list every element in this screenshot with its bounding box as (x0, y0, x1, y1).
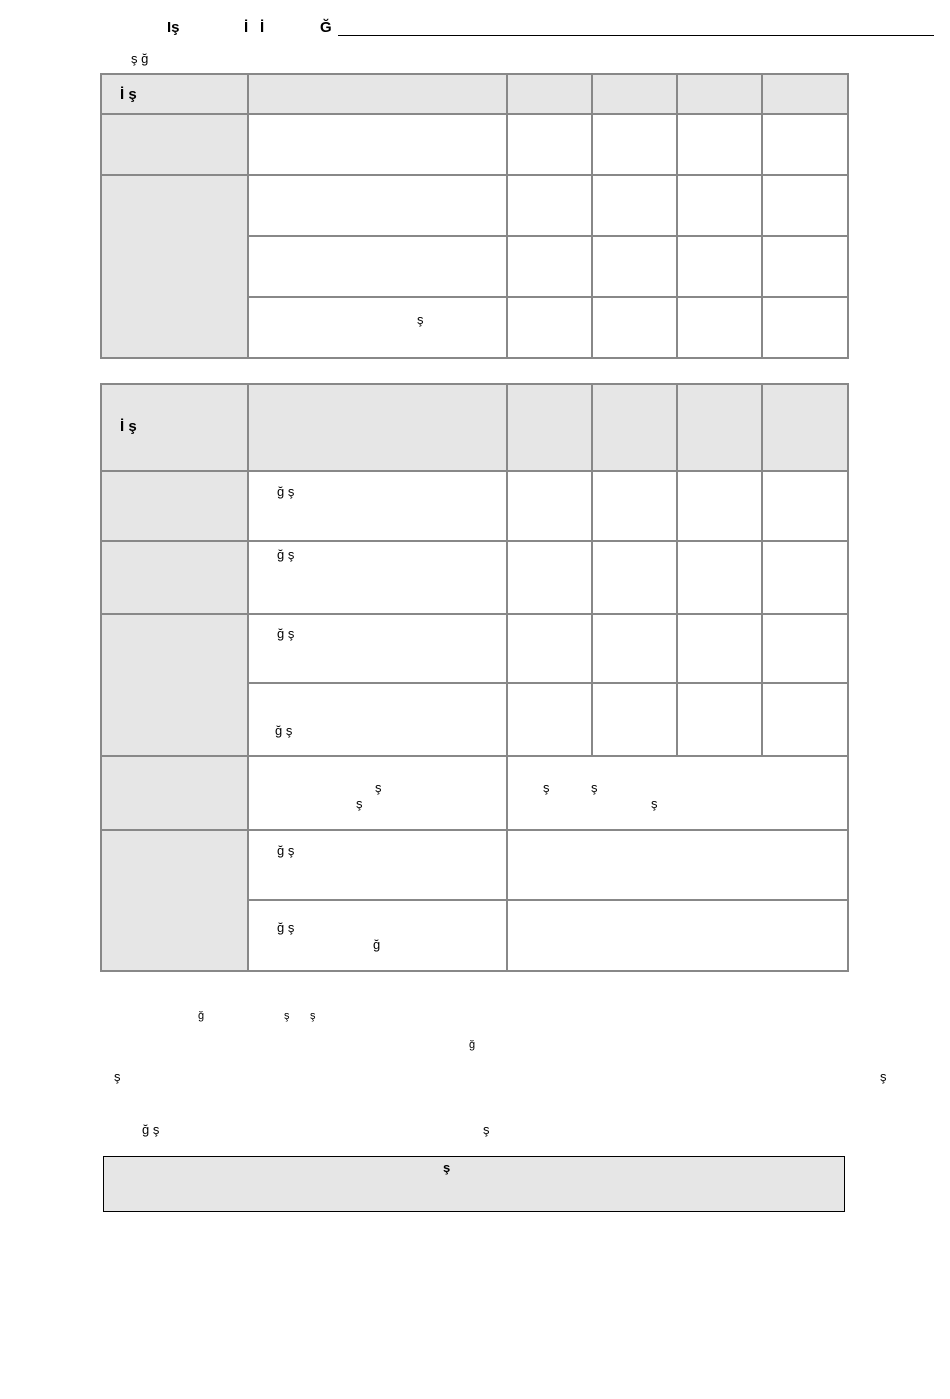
table2-header-cell (676, 383, 763, 472)
title-part-1: Iş (167, 19, 180, 36)
table1-group-cell (100, 174, 249, 359)
table2-row-text: ğ ş (277, 920, 295, 935)
name-underline (338, 35, 934, 36)
table1-header-cell (676, 73, 763, 115)
page-subtitle: ş ğ (131, 51, 149, 66)
table1-row-text: ş (417, 312, 424, 327)
footer-text: ş (880, 1069, 887, 1084)
table1-header-cell (506, 73, 593, 115)
table-2 (100, 383, 849, 972)
table2-group-cell (100, 755, 249, 831)
table2-header-cell (506, 383, 593, 472)
table2-header-cell (247, 383, 508, 472)
footer-text: ş (483, 1122, 490, 1137)
table2-row (247, 682, 508, 757)
table2-row (247, 829, 508, 901)
table2-header-cell (591, 383, 678, 472)
table2-merged-cell (506, 755, 849, 831)
table2-row (247, 540, 508, 615)
table1-header-label: İ ş (120, 86, 137, 103)
footer-text: ğ ş (142, 1122, 160, 1137)
table2-group-cell (100, 540, 249, 615)
footer-text: ğ (469, 1039, 476, 1051)
table2-row (247, 755, 508, 831)
table2-row-text: ş (356, 796, 363, 811)
footer-box (103, 1156, 845, 1212)
table2-row-subtext: ğ (373, 937, 381, 952)
merged-cell-text: ş (651, 796, 658, 811)
table2-group-cell (100, 470, 249, 542)
table2-group-cell (100, 613, 249, 757)
footer-box-label: ş (443, 1160, 451, 1175)
table2-header-label: İ ş (120, 418, 137, 435)
table1-header-cell (247, 73, 508, 115)
table2-group-cell (100, 829, 249, 972)
table1-row (247, 235, 508, 298)
table2-merged-cell (506, 899, 849, 972)
table2-row-text: ş (375, 780, 382, 795)
footer-text: ğ (198, 1010, 205, 1022)
table2-row (247, 613, 508, 684)
table-1 (100, 73, 849, 359)
table2-header-cell (761, 383, 849, 472)
merged-cell-text: ş (543, 780, 550, 795)
footer-text: ş (310, 1010, 316, 1022)
table1-row (247, 296, 508, 359)
table2-row-text: ğ ş (277, 626, 295, 641)
footer-text: ş (284, 1010, 290, 1022)
table1-header-cell (761, 73, 849, 115)
table2-row-text: ğ ş (277, 843, 295, 858)
merged-cell-text: ş (591, 780, 598, 795)
title-part-2: İ (244, 19, 249, 36)
table2-row-text: ğ ş (277, 547, 295, 562)
table2-header-label-cell (100, 383, 249, 472)
table2-row-text: ğ ş (275, 723, 293, 738)
table1-row (247, 113, 508, 176)
table2-row (247, 899, 508, 972)
table2-merged-cell (506, 829, 849, 901)
title-part-4: Ğ (320, 19, 332, 36)
table2-row (247, 470, 508, 542)
table1-group-cell (100, 113, 249, 176)
table2-row-text: ğ ş (277, 484, 295, 499)
title-part-3: İ (260, 19, 265, 36)
table1-header-label-cell (100, 73, 249, 115)
footer-text: ş (114, 1069, 121, 1084)
table1-row (247, 174, 508, 237)
table1-header-cell (591, 73, 678, 115)
